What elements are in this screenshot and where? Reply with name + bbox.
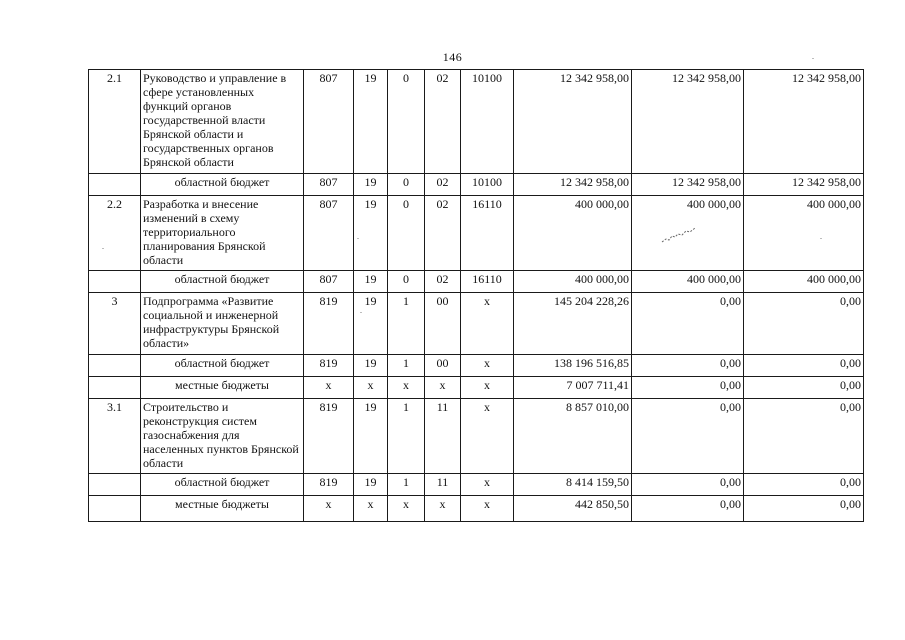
- row-number: [89, 174, 141, 196]
- budget-table: [88, 69, 864, 522]
- amount-year-2: 0,00: [632, 355, 744, 377]
- amount-year-2: 400 000,00: [632, 271, 744, 293]
- event-group-code: 02: [425, 196, 461, 271]
- grbs-code: 807: [304, 196, 354, 271]
- event-code: х: [461, 355, 514, 377]
- table-row: [89, 196, 864, 271]
- event-code: х: [461, 377, 514, 399]
- program-code: 19: [354, 399, 388, 474]
- program-code: 19: [354, 174, 388, 196]
- table-row: [89, 293, 864, 355]
- event-group-code: 11: [425, 474, 461, 496]
- budget-source-name: местные бюджеты: [141, 496, 304, 522]
- budget-source-name: местные бюджеты: [141, 377, 304, 399]
- row-number: [89, 271, 141, 293]
- event-code: х: [461, 293, 514, 355]
- event-group-code: х: [425, 496, 461, 522]
- table-row: [89, 271, 864, 293]
- amount-year-1: 12 342 958,00: [514, 70, 632, 174]
- row-number: [89, 474, 141, 496]
- event-group-code: 02: [425, 271, 461, 293]
- subprogram-code: 0: [388, 174, 425, 196]
- amount-year-2: 0,00: [632, 474, 744, 496]
- program-name: Подпрограмма «Развитие социальной и инженерной инфраструктуры Брянской области»: [141, 293, 304, 355]
- event-group-code: 00: [425, 293, 461, 355]
- amount-year-1: 400 000,00: [514, 271, 632, 293]
- grbs-code: 807: [304, 271, 354, 293]
- table-row: [89, 496, 864, 522]
- amount-year-1: 442 850,50: [514, 496, 632, 522]
- amount-year-2: 0,00: [632, 399, 744, 474]
- amount-year-1: 8 857 010,00: [514, 399, 632, 474]
- table-row: [89, 174, 864, 196]
- scan-speck: [102, 248, 104, 249]
- program-name: Руководство и управление в сфере установленных функций органов государственной власти Брянской области и государственных органов Брянской области: [141, 70, 304, 174]
- scan-speck: [812, 58, 814, 59]
- amount-year-3: 400 000,00: [744, 196, 864, 271]
- budget-source-name: областной бюджет: [141, 271, 304, 293]
- amount-year-1: 400 000,00: [514, 196, 632, 271]
- event-code: х: [461, 496, 514, 522]
- budget-source-name: областной бюджет: [141, 174, 304, 196]
- amount-year-3: 400 000,00: [744, 271, 864, 293]
- program-code: 19: [354, 271, 388, 293]
- event-group-code: 11: [425, 399, 461, 474]
- program-code: 19: [354, 70, 388, 174]
- grbs-code: 819: [304, 474, 354, 496]
- subprogram-code: х: [388, 377, 425, 399]
- subprogram-code: 1: [388, 399, 425, 474]
- table-row: [89, 70, 864, 174]
- amount-year-3: 12 342 958,00: [744, 70, 864, 174]
- subprogram-code: 0: [388, 196, 425, 271]
- row-number: 3.1: [89, 399, 141, 474]
- amount-year-2: 0,00: [632, 377, 744, 399]
- program-code: 19: [354, 355, 388, 377]
- amount-year-2: 12 342 958,00: [632, 174, 744, 196]
- amount-year-3: 0,00: [744, 399, 864, 474]
- program-code: 19: [354, 293, 388, 355]
- event-code: 10100: [461, 174, 514, 196]
- event-code: х: [461, 474, 514, 496]
- row-number: [89, 377, 141, 399]
- event-group-code: х: [425, 377, 461, 399]
- row-number: [89, 496, 141, 522]
- grbs-code: 819: [304, 293, 354, 355]
- scan-speck: [360, 312, 362, 313]
- event-code: х: [461, 399, 514, 474]
- amount-year-2: 12 342 958,00: [632, 70, 744, 174]
- grbs-code: 807: [304, 70, 354, 174]
- subprogram-code: 1: [388, 355, 425, 377]
- program-code: 19: [354, 196, 388, 271]
- amount-year-1: 8 414 159,50: [514, 474, 632, 496]
- amount-year-2: 0,00: [632, 293, 744, 355]
- row-number: [89, 355, 141, 377]
- amount-year-3: 0,00: [744, 474, 864, 496]
- page-number: 146: [442, 50, 463, 64]
- subprogram-code: 0: [388, 70, 425, 174]
- table-body: [89, 70, 864, 522]
- program-code: х: [354, 377, 388, 399]
- event-group-code: 00: [425, 355, 461, 377]
- subprogram-code: 1: [388, 474, 425, 496]
- amount-year-3: 0,00: [744, 355, 864, 377]
- event-code: 16110: [461, 196, 514, 271]
- grbs-code: 819: [304, 399, 354, 474]
- table-row: [89, 377, 864, 399]
- table-row: [89, 399, 864, 474]
- grbs-code: х: [304, 496, 354, 522]
- amount-year-1: 138 196 516,85: [514, 355, 632, 377]
- amount-year-3: 0,00: [744, 293, 864, 355]
- grbs-code: 819: [304, 355, 354, 377]
- grbs-code: 807: [304, 174, 354, 196]
- program-name: Строительство и реконструкция систем газоснабжения для населенных пунктов Брянской области: [141, 399, 304, 474]
- subprogram-code: 1: [388, 293, 425, 355]
- row-number: 2.2: [89, 196, 141, 271]
- amount-year-2: 0,00: [632, 496, 744, 522]
- amount-year-1: 7 007 711,41: [514, 377, 632, 399]
- amount-year-3: 0,00: [744, 377, 864, 399]
- pen-mark-icon: [660, 226, 700, 244]
- budget-source-name: областной бюджет: [141, 474, 304, 496]
- program-name: Разработка и внесение изменений в схему территориального планирования Брянской области: [141, 196, 304, 271]
- event-group-code: 02: [425, 174, 461, 196]
- scan-speck: [820, 238, 822, 239]
- subprogram-code: х: [388, 496, 425, 522]
- amount-year-3: 0,00: [744, 496, 864, 522]
- amount-year-1: 12 342 958,00: [514, 174, 632, 196]
- amount-year-1: 145 204 228,26: [514, 293, 632, 355]
- event-code: 10100: [461, 70, 514, 174]
- amount-year-3: 12 342 958,00: [744, 174, 864, 196]
- program-code: 19: [354, 474, 388, 496]
- row-number: 3: [89, 293, 141, 355]
- table-row: [89, 474, 864, 496]
- table-row: [89, 355, 864, 377]
- scan-speck: [357, 238, 359, 239]
- event-group-code: 02: [425, 70, 461, 174]
- grbs-code: х: [304, 377, 354, 399]
- row-number: 2.1: [89, 70, 141, 174]
- program-code: х: [354, 496, 388, 522]
- amount-year-2: 400 000,00: [632, 196, 744, 271]
- event-code: 16110: [461, 271, 514, 293]
- subprogram-code: 0: [388, 271, 425, 293]
- budget-source-name: областной бюджет: [141, 355, 304, 377]
